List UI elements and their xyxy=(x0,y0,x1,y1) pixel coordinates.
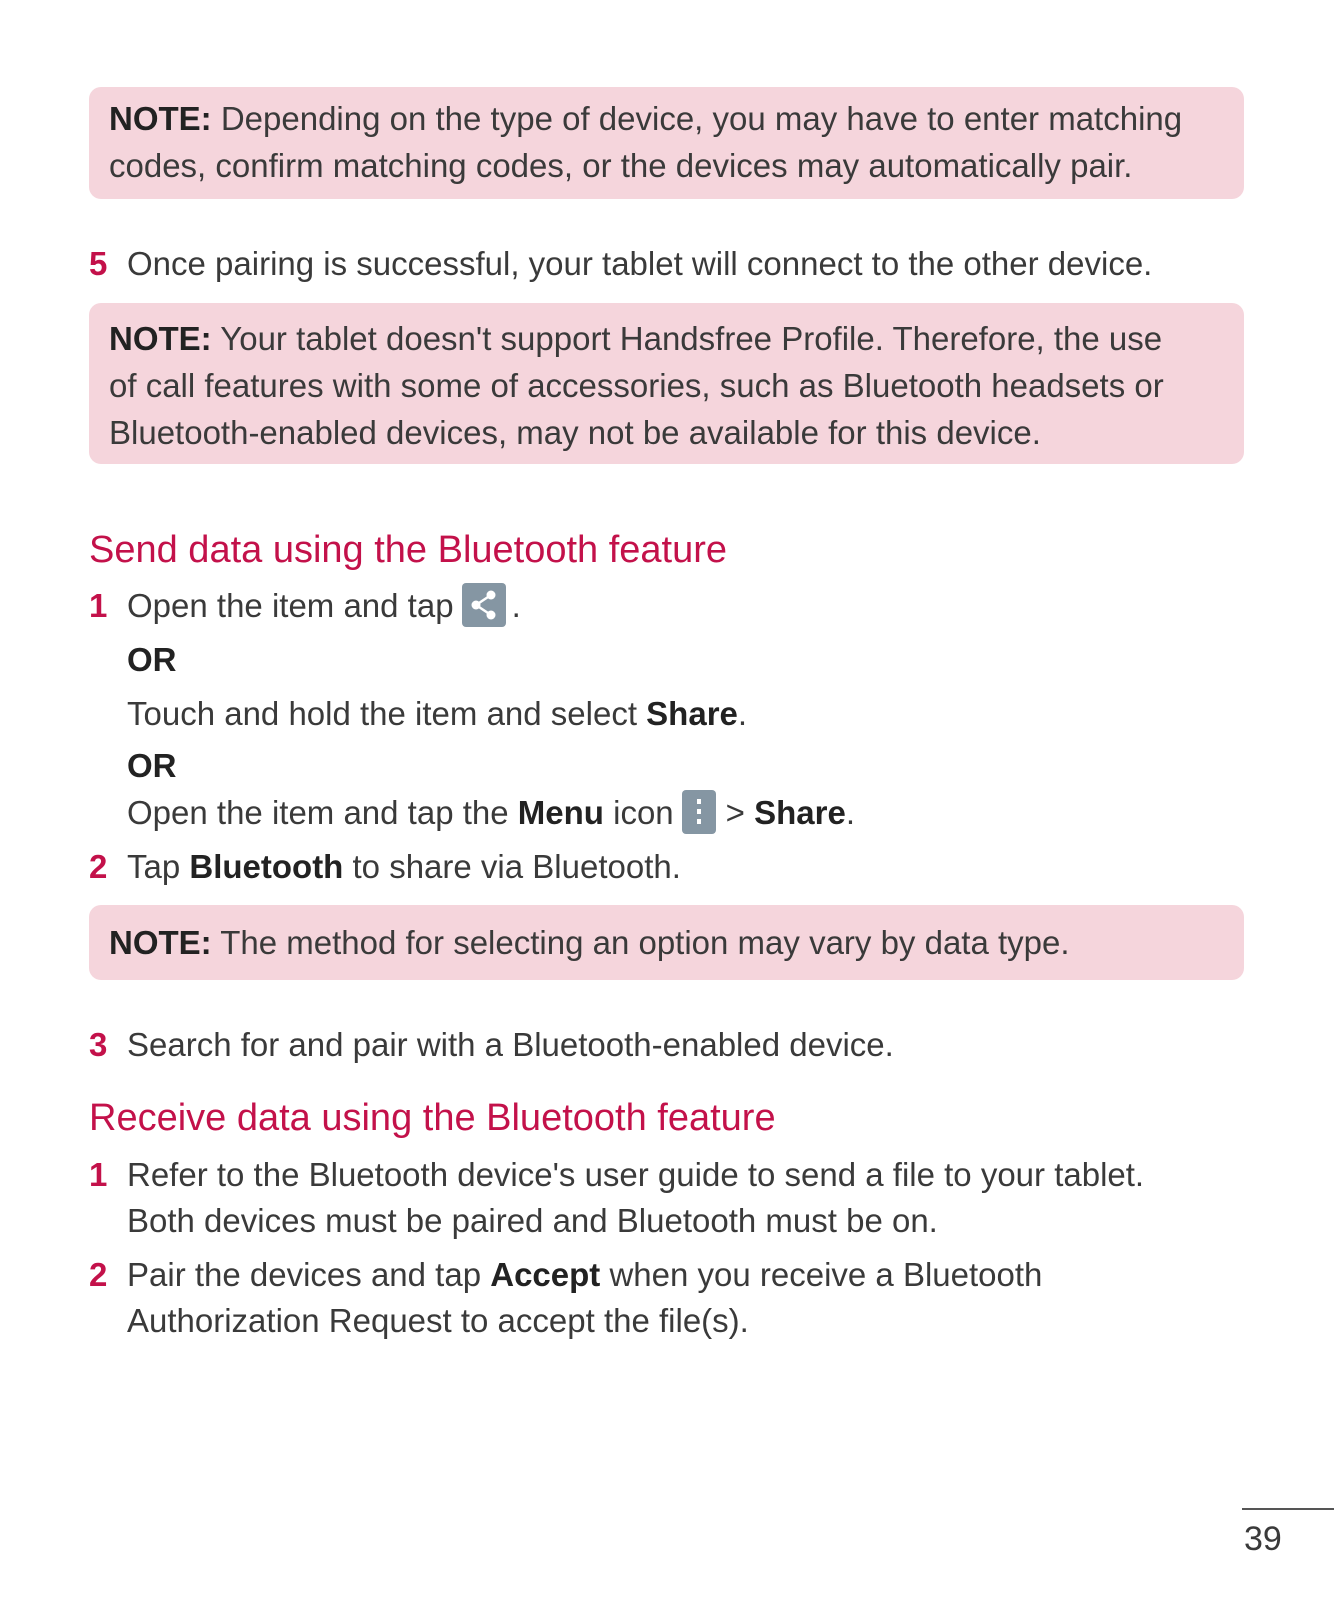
menu-overflow-icon xyxy=(682,790,716,834)
receive-step1-line2: Both devices must be paired and Bluetooth must be on. xyxy=(127,1202,938,1239)
page-number-rule xyxy=(1242,1508,1334,1510)
receive-step2-line1: Pair the devices and tap Accept when you receive a Bluetooth xyxy=(127,1256,1043,1293)
note-box-pairing-codes xyxy=(89,87,1244,199)
page-number: 39 xyxy=(1244,1520,1282,1558)
receive-step1-line1: Refer to the Bluetooth device's user guide to send a file to your tablet. xyxy=(127,1156,1145,1193)
receive-step2-line2: Authorization Request to accept the file(s). xyxy=(127,1302,749,1339)
send-step1-text: Open the item and tap . xyxy=(127,582,521,630)
note1-line1: NOTE: Depending on the type of device, you may have to enter matching xyxy=(109,100,1183,137)
step-number: 2 xyxy=(89,848,108,885)
note2-line3: Bluetooth-enabled devices, may not be available for this device. xyxy=(109,414,1041,451)
step-number: 5 xyxy=(89,245,108,282)
note-label: NOTE: xyxy=(109,100,212,137)
section-heading-send: Send data using the Bluetooth feature xyxy=(89,529,728,571)
send-alt2-text: Open the item and tap the Menu icon > Share. xyxy=(127,789,855,837)
note-label: NOTE: xyxy=(109,924,212,961)
or-label: OR xyxy=(127,747,177,784)
note2-line2: of call features with some of accessories, such as Bluetooth headsets or xyxy=(109,367,1164,404)
note-box-handsfree xyxy=(89,303,1244,464)
step-number: 1 xyxy=(89,587,108,624)
note2-line1: NOTE: Your tablet doesn't support Handsfree Profile. Therefore, the use xyxy=(109,320,1163,357)
share-icon-glyph xyxy=(462,583,506,627)
or-label: OR xyxy=(127,641,177,678)
step-number: 3 xyxy=(89,1026,108,1063)
step-number: 1 xyxy=(89,1156,108,1193)
menu-overflow-icon-glyph xyxy=(682,790,716,834)
note-box-method xyxy=(89,905,1244,980)
share-icon xyxy=(462,583,506,627)
note-label: NOTE: xyxy=(109,320,212,357)
send-step3-text: Search for and pair with a Bluetooth-enabled device. xyxy=(127,1026,894,1063)
section-heading-receive: Receive data using the Bluetooth feature xyxy=(89,1097,776,1139)
note1-line2: codes, confirm matching codes, or the devices may automatically pair. xyxy=(109,147,1133,184)
send-alt1-text: Touch and hold the item and select Share. xyxy=(127,695,748,732)
send-step2-text: Tap Bluetooth to share via Bluetooth. xyxy=(127,848,681,885)
step-number: 2 xyxy=(89,1256,108,1293)
note3-line1: NOTE: The method for selecting an option may vary by data type. xyxy=(109,924,1070,961)
step5-text: Once pairing is successful, your tablet will connect to the other device. xyxy=(127,245,1153,282)
